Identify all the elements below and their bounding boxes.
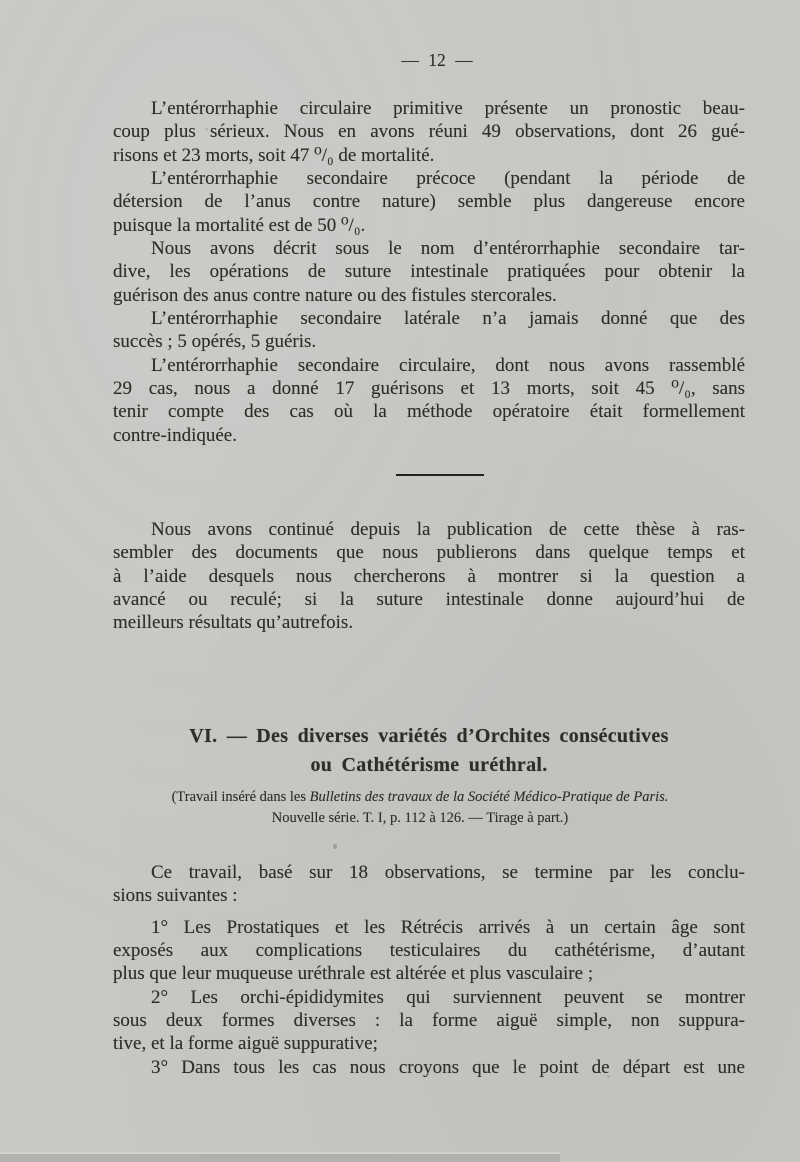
text-line: dive, les opérations de suture intestinale pratiquées pour obtenir la [113,261,745,283]
text-line: contre-indiquée. [113,424,237,446]
text-line: exposés aux complications testiculaires du cathétérisme, d’autant [113,939,745,961]
citation-line-2: Nouvelle série. T. I, p. 112 à 126. — Tirage à part.) [271,809,569,826]
text-line: coup plus sérieux. Nous en avons réuni 49 observations, dont 26 gué- [113,121,745,143]
text-line: sembler des documents que nous publierons dans quelque temps et [113,542,745,564]
ink-speck [607,1075,610,1078]
text-line: tenir compte des cas où la méthode opératoire était formellement [113,401,745,423]
citation-line-1-prefix: (Travail inséré dans les [171,789,310,805]
text-line: sous deux formes diverses : la forme aiguë simple, non suppura- [113,1009,745,1031]
text-line: 3° Dans tous les cas nous croyons que le point de départ est une [151,1056,745,1078]
text-line: Ce travail, basé sur 18 observations, se termine par les conclu- [151,862,745,883]
text-line: L’entérorrhaphie circulaire primitive présente un pronostic beau- [151,98,745,119]
publication-citation [92,787,748,828]
scan-edge-artifact [0,1152,560,1162]
body-text-block-continuation [113,518,745,635]
text-line: guérison des anus contre nature ou des fistules stercorales. [113,284,557,306]
text-line: détersion de l’anus contre nature) semble plus dangereuse encore [113,191,745,213]
text-line: L’entérorrhaphie secondaire circulaire, dont nous avons rassemblé [151,354,745,376]
section-heading-line-2: ou Cathétérisme uréthral. [310,754,548,776]
text-line: 29 cas, nous a donné 17 guérisons et 13 morts, soit 45 ⁰/₀, sans [113,377,745,399]
citation-journal-title: Bulletins des travaux de la Société Médico-Pratique de Paris. [309,789,669,805]
page-number: — 12 — [401,50,473,70]
section-heading-line-1: VI. — Des diverses variétés d’Orchites consécutives [189,725,669,747]
text-line: 1° Les Prostatiques et les Rétrécis arrivés à un certain âge sont [151,916,745,938]
text-line: à l’aide desquels nous chercherons à montrer si la question a [113,565,745,587]
text-line: L’entérorrhaphie secondaire latérale n’a jamais donné que des [151,307,745,329]
text-line: Nous avons continué depuis la publication de cette thèse à ras- [151,519,745,540]
ink-speck [205,128,208,131]
text-line: sions suivantes : [113,885,238,907]
text-line: succès ; 5 opérés, 5 guéris. [113,331,317,353]
body-text-block-conclusions [113,861,745,1079]
text-line: avancé ou reculé; si la suture intestinale donne aujourd’hui de [113,588,745,610]
text-line: Nous avons décrit sous le nom d’entérorrhaphie secondaire tar- [151,237,745,259]
text-line: 2° Les orchi-épididymites qui surviennent peuvent se montrer [151,986,745,1008]
section-divider-rule [396,474,484,476]
text-line: puisque la mortalité est de 50 ⁰/₀. [113,214,366,236]
text-line: tive, et la forme aiguë suppurative; [113,1033,378,1055]
text-line: meilleurs résultats qu’autrefois. [113,612,354,634]
text-line: plus que leur muqueuse uréthrale est altérée et plus vasculaire ; [113,963,594,985]
text-line: L’entérorrhaphie secondaire précoce (pendant la période de [151,167,745,189]
text-line: risons et 23 morts, soit 47 ⁰/₀ de mortalité. [113,144,435,166]
ink-speck [333,844,337,849]
citation-line-1 [92,787,748,808]
body-text-block-enterorrhaphie [113,97,745,447]
section-heading [113,722,745,780]
